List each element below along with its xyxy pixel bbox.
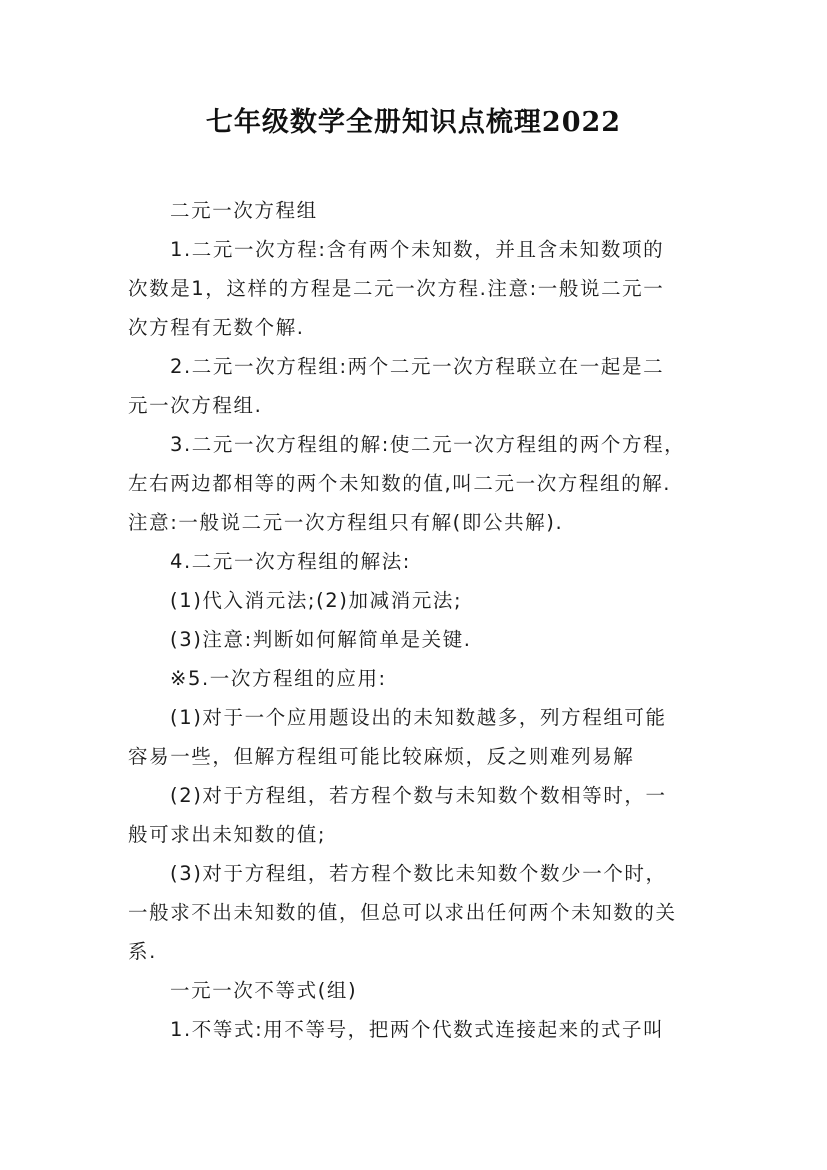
text-line: 2.二元一次方程组:两个二元一次方程联立在一起是二 [170,355,665,378]
text-line: 一般求不出未知数的值，但总可以求出任何两个未知数的关 [128,901,677,924]
text-line: 3.二元一次方程组的解:使二元一次方程组的两个方程， [170,433,686,456]
text-line: 1.二元一次方程:含有两个未知数，并且含未知数项的 [170,238,665,261]
text-line: 容易一些，但解方程组可能比较麻烦，反之则难列易解 [128,745,635,768]
text-line: 左右两边都相等的两个未知数的值,叫二元一次方程组的解. [128,472,672,495]
text-line: (3)注意:判断如何解简单是关键. [170,628,472,651]
text-line: 元一次方程组. [128,394,263,417]
document-title: 七年级数学全册知识点梳理2022 [205,107,622,138]
text-line: (3)对于方程组，若方程个数比未知数个数少一个时， [170,862,667,885]
section-heading-inequality: 一元一次不等式(组) [170,979,358,1002]
text-line: 注意:一般说二元一次方程组只有解(即公共解). [128,511,564,534]
text-line: 4.二元一次方程组的解法: [170,550,411,573]
text-line: 般可求出未知数的值; [128,823,327,846]
text-line: (1)代入消元法;(2)加减消元法; [170,589,463,612]
text-line: ※5.一次方程组的应用: [170,667,387,690]
section-heading-linear-system: 二元一次方程组 [170,199,318,222]
text-line: 系. [128,940,157,963]
text-line: (1)对于一个应用题设出的未知数越多，列方程组可能 [170,706,667,729]
text-line: 次方程有无数个解. [128,316,305,339]
text-line: 1.不等式:用不等号，把两个代数式连接起来的式子叫 [170,1018,665,1041]
text-line: 次数是1，这样的方程是二元一次方程.注意:一般说二元一 [128,277,665,300]
text-line: (2)对于方程组，若方程个数与未知数个数相等时，一 [170,784,667,807]
